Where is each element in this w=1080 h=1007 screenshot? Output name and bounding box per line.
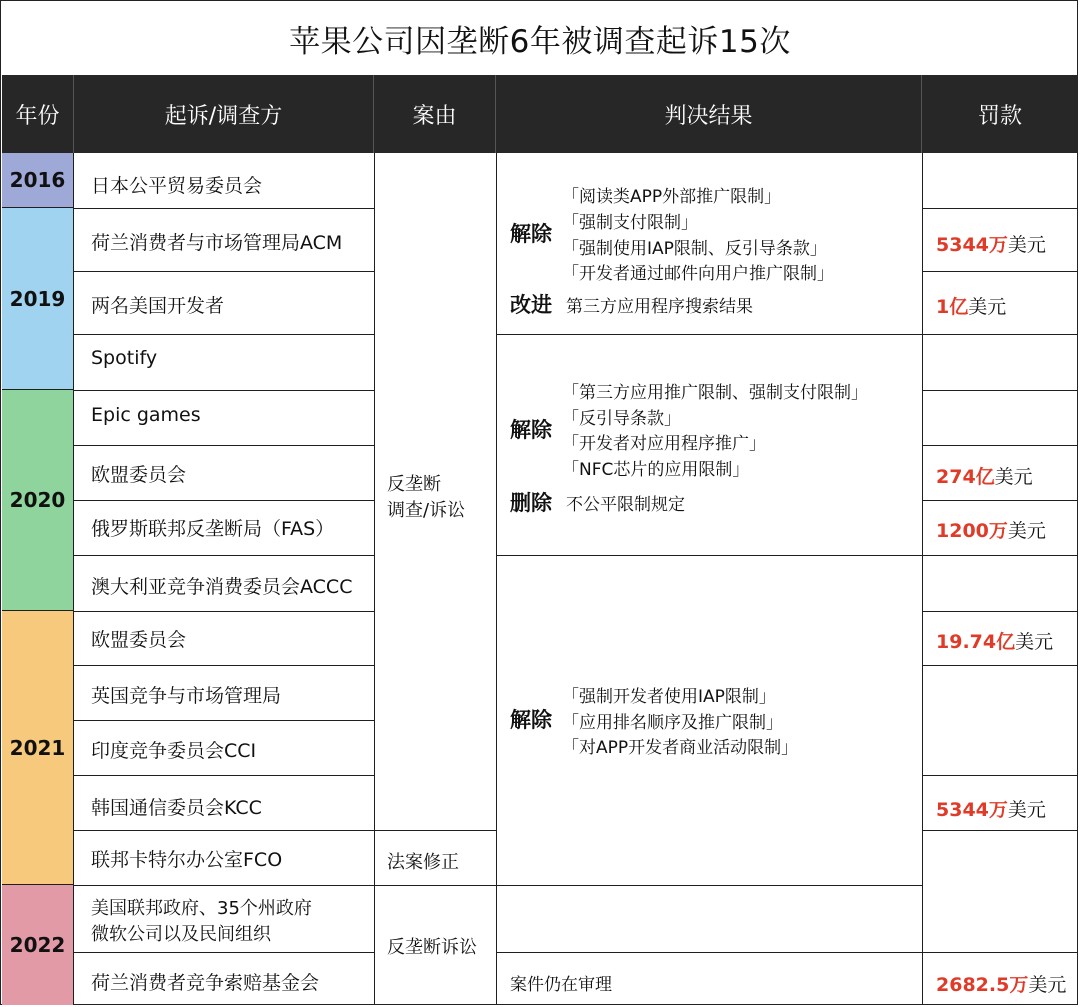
fine-amount: 19.74亿: [936, 631, 1016, 653]
header-party: 起诉/调查方: [74, 75, 374, 153]
fine-unit: 美元: [1007, 234, 1046, 256]
party-us-developers: 两名美国开发者: [91, 295, 225, 317]
result2-item: 「反引导条款」: [562, 409, 681, 429]
row-line: [74, 885, 374, 886]
col-line-cause: [496, 153, 497, 1005]
cause-2022: 反垄断诉讼: [387, 937, 477, 958]
fine-line: [922, 445, 1078, 446]
fine-line: [922, 390, 1078, 391]
row-line: [74, 271, 374, 272]
result2-delete-label: 删除: [510, 491, 552, 515]
fine-eu-2020: [936, 462, 1033, 489]
year-2022: 2022: [2, 885, 74, 1005]
party-eu-2020: 欧盟委员会: [91, 464, 187, 486]
result1-item: 「阅读类APP外部推广限制」: [562, 187, 782, 207]
fine-amount: 274亿: [936, 466, 995, 488]
fine-line: [922, 611, 1078, 612]
year-2016: 2016: [2, 153, 74, 208]
fine-fas: [936, 516, 1046, 543]
cause-line: [374, 830, 496, 831]
fine-line: [922, 500, 1078, 501]
page-title: 苹果公司因垄断6年被调查起诉15次: [289, 23, 791, 60]
row-line: [74, 500, 374, 501]
fine-amount: 1200万: [936, 520, 1008, 542]
year-2021: 2021: [2, 611, 74, 885]
result2-item: 「NFC芯片的应用限制」: [562, 460, 750, 480]
row-line: [74, 390, 374, 391]
fine-amount: 1亿: [936, 296, 969, 318]
fine-us-developers: [936, 292, 1006, 319]
row-line: [74, 611, 374, 612]
fine-kcc: [936, 795, 1046, 822]
fine-line: [922, 334, 1078, 335]
fine-line: [922, 271, 1078, 272]
fine-unit: 美元: [1028, 974, 1067, 996]
party-cma: 英国竞争与市场管理局: [91, 685, 282, 707]
row-line: [74, 720, 374, 721]
fine-line: [922, 665, 1078, 666]
party-accc: 澳大利亚竞争消费委员会ACCC: [91, 576, 353, 598]
result-line: [496, 334, 922, 335]
fine-line: [922, 830, 1078, 831]
result2-delete-text: 不公平限制规定: [566, 495, 685, 515]
fine-unit: 美元: [1007, 799, 1046, 821]
result1-improve-label: 改进: [510, 293, 552, 317]
fine-line: [922, 952, 1078, 953]
party-fas: 俄罗斯联邦反垄断局（FAS）: [91, 518, 335, 540]
row-line: [74, 334, 374, 335]
result2-item: 「开发者对应用程序推广」: [562, 434, 766, 454]
result-line: [496, 885, 922, 886]
party-jftc: 日本公平贸易委员会: [91, 175, 263, 197]
fine-line: [922, 555, 1078, 556]
party-kcc: 韩国通信委员会KCC: [91, 797, 262, 819]
year-2019: 2019: [2, 208, 74, 390]
party-acm: 荷兰消费者与市场管理局ACM: [91, 232, 343, 254]
year-2020: 2020: [2, 390, 74, 611]
header-cause: 案由: [374, 75, 496, 153]
result1-item: 「开发者通过邮件向用户推广限制」: [562, 264, 834, 284]
fine-amount: 5344万: [936, 234, 1008, 256]
fine-unit: 美元: [1007, 520, 1046, 542]
party-spotify: Spotify: [91, 347, 158, 369]
result1-item: 「强制使用IAP限制、反引导条款」: [562, 239, 827, 259]
result-line: [496, 555, 922, 556]
row-line: [74, 208, 374, 209]
fine-line: [922, 208, 1078, 209]
row-line: [74, 445, 374, 446]
header-result: 判决结果: [496, 75, 922, 153]
fine-unit: 美元: [994, 466, 1033, 488]
result1-improve-text: 第三方应用程序搜索结果: [566, 297, 753, 317]
party-cci: 印度竞争委员会CCI: [91, 740, 257, 762]
fine-acm: [936, 230, 1046, 257]
result3-item: 「强制开发者使用IAP限制」: [562, 687, 776, 707]
col-line-party: [374, 153, 375, 1005]
result-line: [496, 952, 922, 953]
cause-antitrust-line2: 调查/诉讼: [387, 500, 466, 521]
result3-item: 「应用排名顺序及推广限制」: [562, 713, 783, 733]
fine-eu-2021: [936, 627, 1053, 654]
result1-remove-label: 解除: [510, 222, 552, 246]
result2-remove-label: 解除: [510, 418, 552, 442]
header-year: 年份: [2, 75, 74, 153]
party-dutch-foundation: 荷兰消费者竞争索赔基金会: [91, 972, 320, 994]
result-pending: 案件仍在审理: [510, 975, 612, 995]
cause-antitrust-line1: 反垄断: [387, 474, 441, 495]
cause-fco: 法案修正: [387, 852, 459, 873]
party-epic: Epic games: [91, 404, 201, 426]
cause-line: [374, 885, 496, 886]
row-line: [74, 555, 374, 556]
fine-amount: 2682.5万: [936, 974, 1029, 996]
fine-line: [922, 775, 1078, 776]
result2-item: 「第三方应用推广限制、强制支付限制」: [562, 383, 868, 403]
result3-item: 「对APP开发者商业活动限制」: [562, 738, 799, 758]
party-fco: 联邦卡特尔办公室FCO: [91, 849, 283, 871]
fine-unit: 美元: [1015, 631, 1054, 653]
row-line: [74, 830, 374, 831]
party-eu-2021: 欧盟委员会: [91, 629, 187, 651]
header-fine: 罚款: [922, 75, 1078, 153]
col-line-result: [922, 153, 923, 1005]
result1-item: 「强制支付限制」: [562, 213, 698, 233]
result3-remove-label: 解除: [510, 708, 552, 732]
fine-dutch-foundation: [936, 970, 1066, 997]
party-us-gov-line2: 微软公司以及民间组织: [91, 924, 271, 945]
fine-unit: 美元: [968, 296, 1007, 318]
fine-amount: 5344万: [936, 799, 1008, 821]
row-line: [74, 775, 374, 776]
row-line: [74, 952, 374, 953]
party-us-gov-line1: 美国联邦政府、35个州政府: [91, 898, 312, 919]
row-line: [74, 665, 374, 666]
